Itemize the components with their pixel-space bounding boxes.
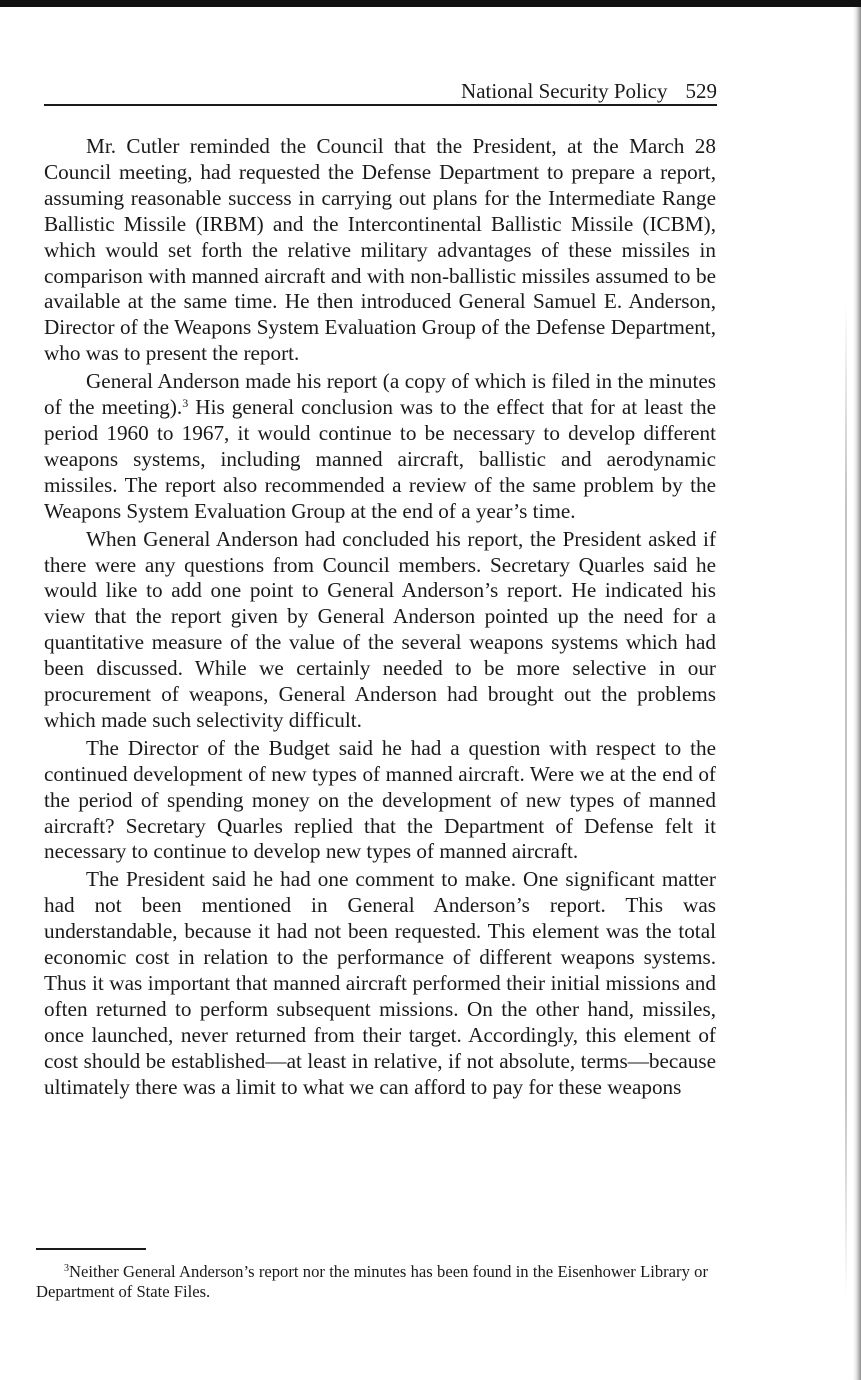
footnote-divider xyxy=(36,1248,146,1250)
paragraph-4: The Director of the Budget said he had a question with respect to the continued development of new types of manned aircraft. Were we at the end of the period of spending money on the development of new types of manned aircraft? Secretary Quarles replied that the Department of Defense felt it necessary to continue to develop new types of manned aircraft. xyxy=(44,735,716,864)
footnote-text: Neither General Anderson’s report nor the minutes has been found in the Eisenhower Library or Department of State Files. xyxy=(36,1262,708,1301)
running-header-text xyxy=(461,78,717,104)
paragraph-5: The President said he had one comment to make. One significant matter had not been mentioned in General Anderson’s report. This was understandable, because it had not been requested. This element was the total economic cost in relation to the performance of different weapons systems. Thus it was important that manned aircraft performed their initial missions and often returned to perform subsequent missions. On the other hand, missiles, once launched, never returned from their target. Accordingly, this element of cost should be established—at least in relative, if not absolute, terms—because ultimately there was a limit to what we can afford to pay for these weapons xyxy=(44,867,716,1099)
footnote-marker: 3 xyxy=(64,1263,69,1274)
page-binding-shadow xyxy=(845,300,847,1300)
page-number: 529 xyxy=(685,79,717,103)
paragraph-2-part-2: His general conclusion was to the effect that for at least the period 1960 to 1967, it would continue to be necessary to develop different weapons systems, including manned aircraft, ballistic and aerodynamic missiles. The report also recommended a review of the same problem by the Weapons System Evaluation Group at the end of a year’s time. xyxy=(44,395,716,523)
paragraph-3: When General Anderson had concluded his report, the President asked if there were any questions from Council members. Secretary Quarles said he would like to add one point to General Anderson’s report. He indicated his view that the report given by General Anderson pointed up the need for a quantitative measure of the value of the several weapons systems which had been discussed. While we certainly needed to be more selective in our procurement of weapons, General Anderson had brought out the problems which made such selectivity difficult. xyxy=(44,526,716,732)
page-top-edge xyxy=(0,0,861,7)
footnote-reference: 3 xyxy=(182,396,189,411)
paragraph-2 xyxy=(44,369,716,524)
page-binding-edge xyxy=(853,7,861,1380)
running-header xyxy=(44,78,717,106)
paragraph-1: Mr. Cutler reminded the Council that the President, at the March 28 Council meeting, had requested the Defense Department to prepare a report, assuming reasonable success in carrying out plans for the Intermediate Range Ballistic Missile (IRBM) and the Intercontinental Ballistic Missile (ICBM), which would set forth the relative military advantages of these missiles in comparison with manned aircraft and with non-ballistic missiles assumed to be available at the same time. He then introduced General Samuel E. Anderson, Director of the Weapons System Evaluation Group of the Defense Department, who was to present the report. xyxy=(44,134,716,366)
footnote xyxy=(36,1262,708,1302)
running-header-title: National Security Policy xyxy=(461,79,668,103)
body-text xyxy=(44,134,716,1103)
paragraph-2-part-1: General Anderson made his report (a copy of which is filed in the minutes of the meeting). xyxy=(44,369,716,420)
